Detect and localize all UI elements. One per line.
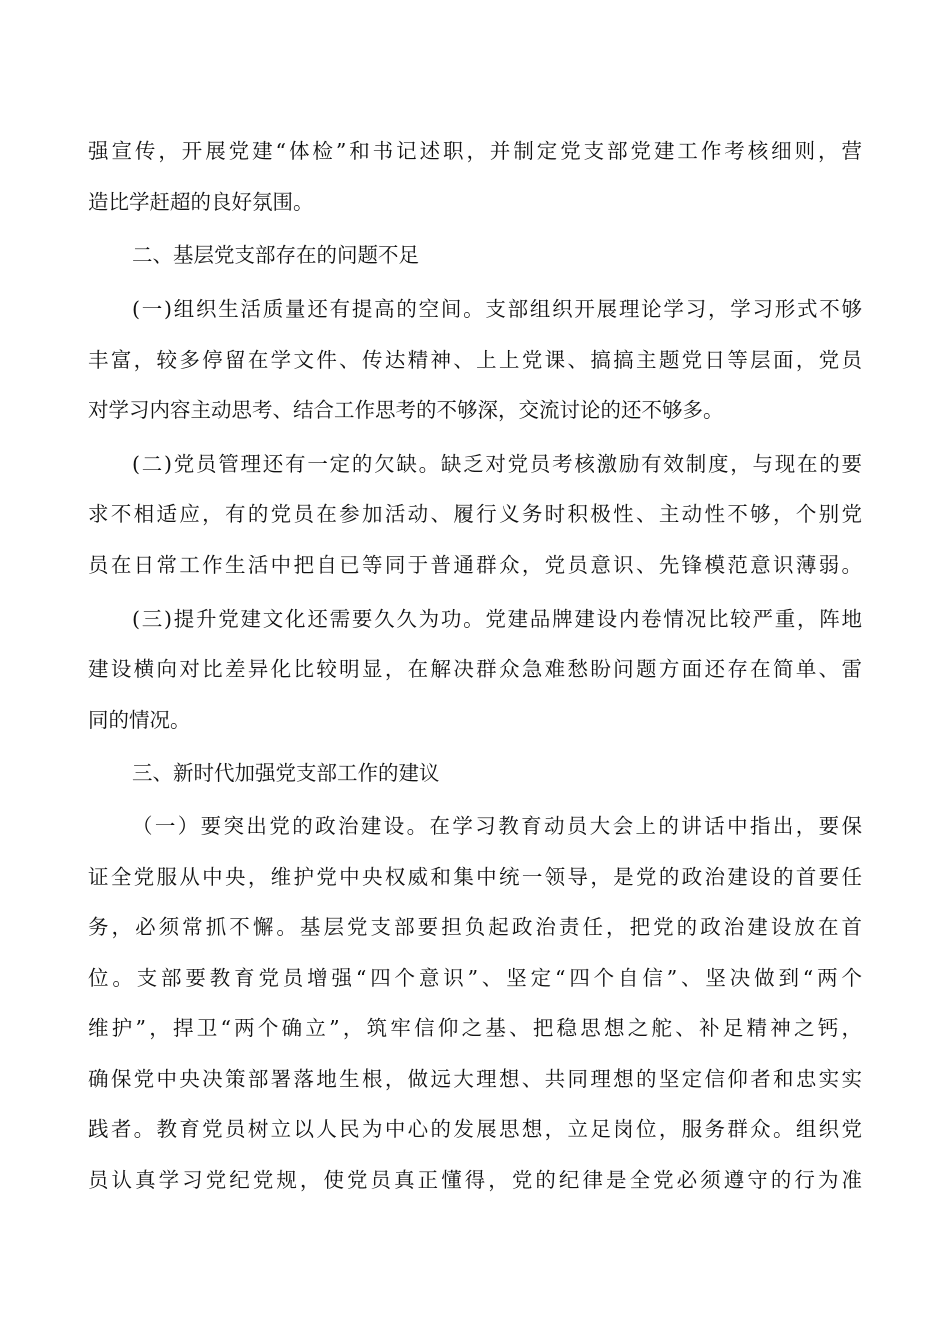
text-line: 证全党服从中央，维护党中央权威和集中统一领导，是党的政治建设的首要任: [88, 865, 862, 889]
paragraph-first-line: (三)提升党建文化还需要久久为功。党建品牌建设内卷情况比较严重，阵地: [132, 607, 862, 631]
section-heading: 二、基层党支部存在的问题不足: [132, 243, 419, 267]
text-line: 对学习内容主动思考、结合工作思考的不够深，交流讨论的还不够多。: [88, 398, 724, 422]
text-line: 强宣传，开展党建“体检”和书记述职，并制定党支部党建工作考核细则，营: [88, 139, 862, 163]
text-line: 确保党中央决策部署落地生根，做远大理想、共同理想的坚定信仰者和忠实实: [88, 1067, 862, 1091]
paragraph-first-line: （一）要突出党的政治建设。在学习教育动员大会上的讲话中指出，要保: [132, 814, 862, 838]
paragraph-first-line: (一)组织生活质量还有提高的空间。支部组织开展理论学习，学习形式不够: [132, 297, 862, 321]
text-line: 丰富，较多停留在学文件、传达精神、上上党课、搞搞主题党日等层面，党员: [88, 348, 862, 372]
text-line: 建设横向对比差异化比较明显，在解决群众急难愁盼问题方面还存在简单、雷: [88, 657, 862, 681]
paragraph-first-line: (二)党员管理还有一定的欠缺。缺乏对党员考核激励有效制度，与现在的要: [132, 452, 862, 476]
text-line: 同的情况。: [88, 708, 191, 732]
text-line: 员认真学习党纪党规，使党员真正懂得，党的纪律是全党必须遵守的行为准: [88, 1168, 862, 1192]
text-line: 践者。教育党员树立以人民为中心的发展思想，立足岗位，服务群众。组织党: [88, 1117, 862, 1141]
section-heading: 三、新时代加强党支部工作的建议: [132, 761, 440, 785]
text-line: 位。支部要教育党员增强“四个意识”、坚定“四个自信”、坚决做到“两个: [88, 966, 862, 990]
text-line: 务，必须常抓不懈。基层党支部要担负起政治责任，把党的政治建设放在首: [88, 915, 862, 939]
text-line: 员在日常工作生活中把自已等同于普通群众，党员意识、先锋模范意识薄弱。: [88, 553, 862, 577]
text-line: 维护”，捍卫“两个确立”，筑牢信仰之基、把稳思想之舵、补足精神之钙，: [88, 1016, 862, 1040]
text-line: 造比学赶超的良好氛围。: [88, 190, 314, 214]
text-line: 求不相适应，有的党员在参加活动、履行义务时积极性、主动性不够，个别党: [88, 502, 862, 526]
